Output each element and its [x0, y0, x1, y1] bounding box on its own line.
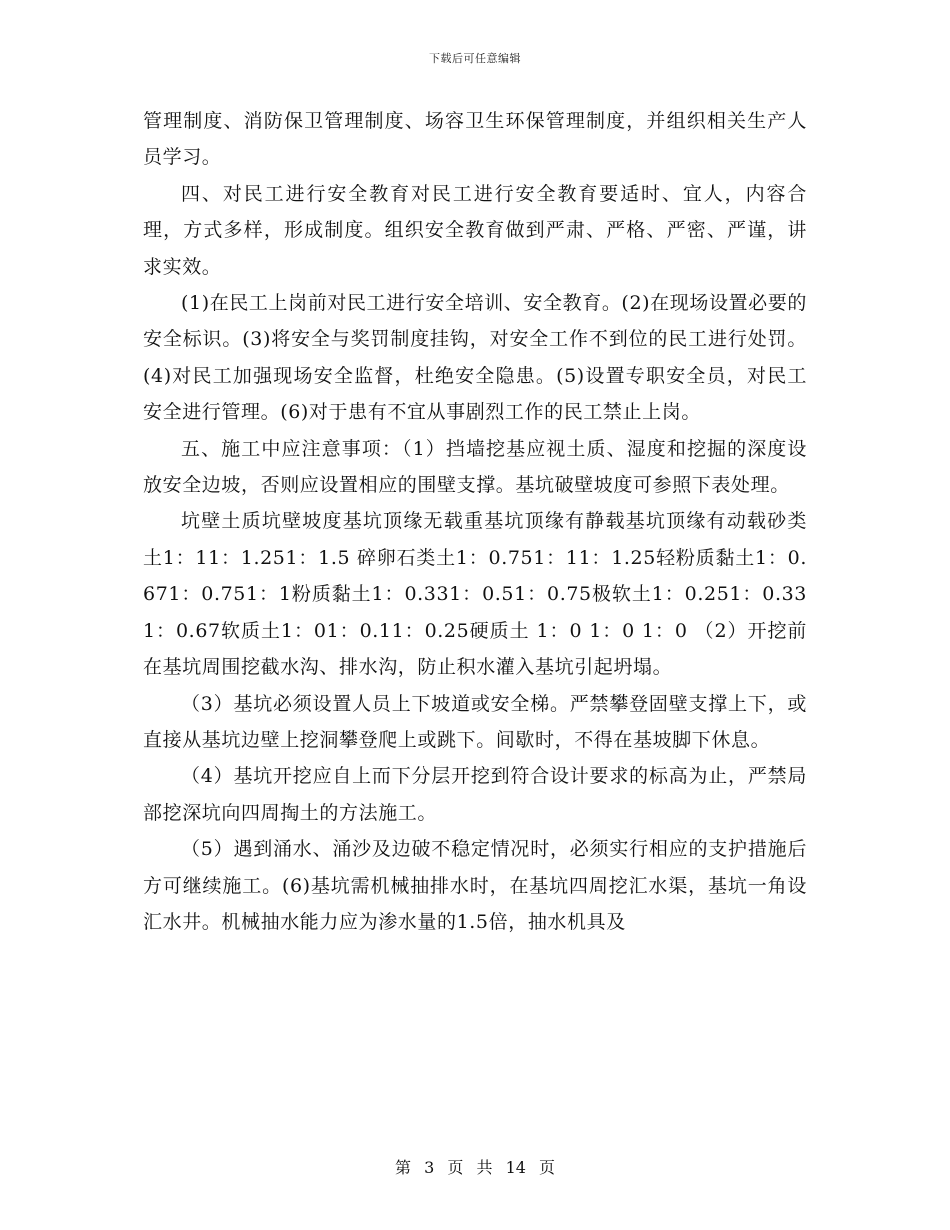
paragraph: （5）遇到涌水、涌沙及边破不稳定情况时，必须实行相应的支护措施后方可继续施工。(6)基坑需机械抽排水时，在基坑四周挖汇水渠，基坑一角设汇水井。机械抽水能力应为渗水量的1.5倍，抽水机具及: [143, 838, 807, 933]
paragraph: 坑壁土质坑壁坡度基坑顶缘无载重基坑顶缘有静载基坑顶缘有动载砂类土1：11：1.251：1.5 碎卵石类土1：0.751：11：1.25轻粉质黏土1：0.671：0.751：1粉质黏土1：0.331：0.51：0.75极软土1：0.251：0.331：0.67软质土1：01：0.11：0.25硬质土 1：0 1：0 1：0 （2）开挖前在基坑周围挖截水沟、排水沟，防止积水灌入基坑引起坍塌。: [143, 510, 807, 679]
document-body: [143, 103, 807, 940]
paragraph: （4）基坑开挖应自上而下分层开挖到符合设计要求的标高为止，严禁局部挖深坑向四周掏土的方法施工。: [143, 765, 807, 824]
total-pages-number: 14: [505, 1158, 526, 1177]
page-footer: [0, 1155, 950, 1178]
current-page-number: 3: [424, 1158, 435, 1177]
page-header: 下载后可任意编辑: [429, 52, 521, 65]
footer-page-word-2: 页: [539, 1158, 556, 1177]
footer-prefix: 第: [394, 1158, 411, 1177]
paragraph: 五、施工中应注意事项：（1）挡墙挖基应视土质、湿度和挖掘的深度设放安全边坡，否则应设置相应的围壁支撑。基坑破壁坡度可参照下表处理。: [143, 437, 807, 497]
footer-page-word: 页: [447, 1158, 464, 1177]
paragraph: (1)在民工上岗前对民工进行安全培训、安全教育。(2)在现场设置必要的安全标识。(3)将安全与奖罚制度挂钩，对安全工作不到位的民工进行处罚。(4)对民工加强现场安全监督，杜绝安全隐患。(5)设置专职安全员，对民工安全进行管理。(6)对于患有不宜从事剧烈工作的民工禁止上岗。: [143, 292, 807, 424]
footer-total-prefix: 共: [476, 1158, 493, 1177]
paragraph: （3）基坑必须设置人员上下坡道或安全梯。严禁攀登固壁支撑上下，或直接从基坑边壁上挖洞攀登爬上或跳下。间歇时，不得在基坡脚下休息。: [143, 692, 807, 751]
paragraph: 管理制度、消防保卫管理制度、场容卫生环保管理制度，并组织相关生产人员学习。: [143, 110, 807, 169]
paragraph: 四、对民工进行安全教育对民工进行安全教育要适时、宜人，内容合理，方式多样，形成制度。组织安全教育做到严肃、严格、严密、严谨，讲求实效。: [143, 182, 807, 278]
